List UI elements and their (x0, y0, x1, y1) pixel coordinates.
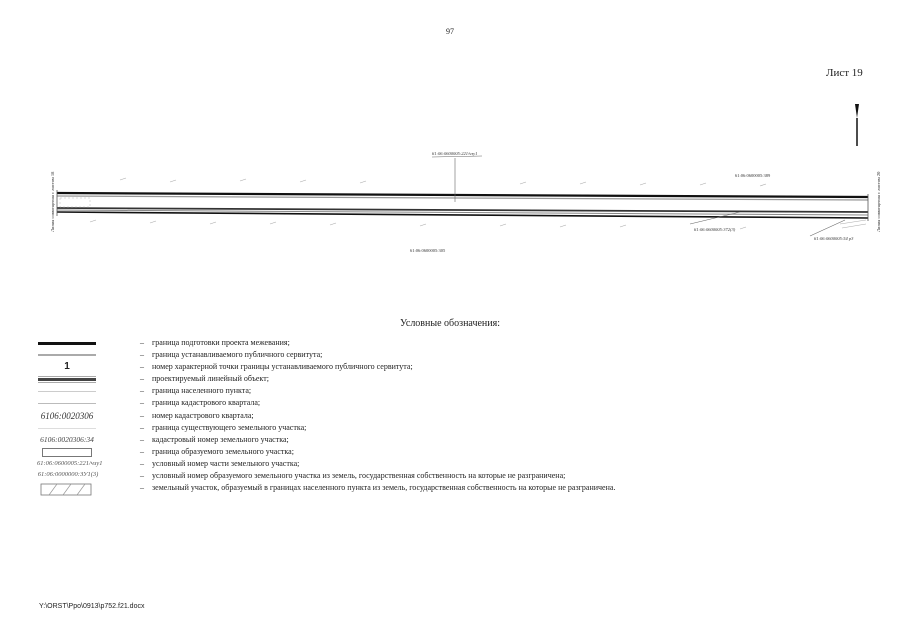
legend-item: 6106:0020306 – номер кадастрового квартала; (35, 410, 895, 422)
cadastral-plan-drawing (0, 0, 905, 300)
legend-symbol-hatched-parcel (35, 482, 99, 494)
legend-item: 1 – номер характерной точки границы устанавливаемого публичного сервитута; (35, 361, 895, 373)
sheet-label: Лист 19 (826, 67, 863, 79)
legend-item: – граница устанавливаемого публичного сервитута; (35, 349, 895, 361)
left-match-line-label: Линия совмещения с листом 18 (50, 171, 55, 232)
legend-symbol-quarter-boundary (35, 397, 99, 409)
legend-item: – граница образуемого земельного участка; (35, 446, 895, 458)
page-number: 97 (446, 27, 454, 36)
legend-symbol-point-number: 1 (64, 361, 70, 373)
legend-item: 61:06:0000000:ЗУ1(3) – условный номер образуемого земельного участка из земель, государственная собственность на которые не разграничена; (35, 470, 895, 482)
linear-object-line (57, 208, 868, 212)
legend-symbol-existing-parcel-boundary (35, 422, 99, 434)
legend (35, 337, 895, 498)
document-file-path: Y:\ORST\Ppo\0913\p752.f21.docx (39, 603, 145, 610)
legend-item: – граница кадастрового квартала; (35, 397, 895, 409)
parcel-label-br2: 61:06:0600005:54 p3 (814, 236, 854, 241)
parcel-label-top-right: 61:06:0600005:389 (735, 173, 771, 178)
north-arrow-icon (855, 104, 859, 146)
parcel-label-top: 61:06:0600005:221/чзу1 (432, 151, 478, 156)
legend-item: – граница существующего земельного участка; (35, 422, 895, 434)
legend-symbol-project-boundary (35, 337, 99, 349)
legend-item: – граница населенного пункта; (35, 385, 895, 397)
right-match-line-label: Линия совмещения с листом 20 (876, 171, 881, 232)
legend-symbol-servitude-boundary (35, 349, 99, 361)
legend-symbol-settlement-boundary (35, 385, 99, 397)
legend-item: – земельный участок, образуемый в границах населенного пункта из земель, государственная собственность на которые не разграничена. (35, 482, 895, 498)
legend-symbol-formed-parcel-boundary (35, 446, 99, 458)
legend-symbol-formed-parcel-number: 61:06:0000000:ЗУ1(3) (37, 471, 99, 479)
legend-item: – граница подготовки проекта межевания; (35, 337, 895, 349)
parcel-label-bottom: 61:06:0600005:305 (410, 248, 446, 253)
legend-symbol-quarter-number: 6106:0020306 (40, 410, 94, 421)
legend-symbol-part-number: 61:06:0600005:221/чзу1 (37, 459, 103, 467)
legend-item: 61:06:0600005:221/чзу1 – условный номер части земельного участка; (37, 458, 300, 468)
legend-symbol-cadastral-number: 6106:0020306:34 (40, 434, 94, 444)
legend-item: 6106:0020306:34 – кадастровый номер земельного участка; (35, 434, 895, 446)
legend-symbol-linear-object (35, 373, 99, 385)
legend-title: Условные обозначения: (400, 318, 501, 329)
parcel-label-br1: 61:06:0600005:372(3) (694, 227, 736, 232)
legend-item: – проектируемый линейный объект; (35, 373, 895, 385)
